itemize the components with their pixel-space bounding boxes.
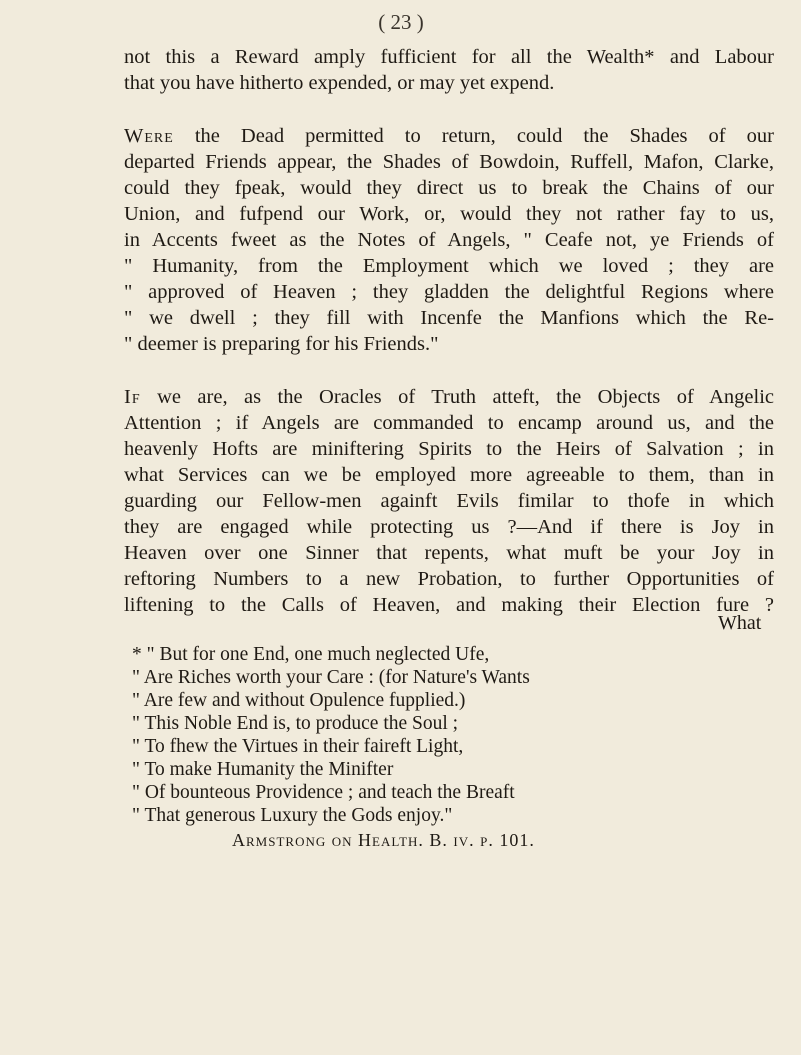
footnote-line: " That generous Luxury the Gods enjoy." [132, 805, 453, 826]
footnote-line: " Are few and without Opulence fupplied.) [132, 690, 466, 711]
footnote-line: " To make Humanity the Minifter [132, 759, 394, 780]
footnote-line: " This Noble End is, to produce the Soul ; [132, 713, 459, 734]
paragraph-lead-word: Were [124, 125, 174, 147]
text-line: Heaven over one Sinner that repents, what muft be your Joy in [124, 542, 774, 564]
footnote-line: " To fhew the Virtues in their faireft Light, [132, 736, 464, 757]
text-line [124, 384, 774, 410]
text-line: liftening to the Calls of Heaven, and making their Election fure ? [124, 594, 774, 616]
text-line: Union, and fufpend our Work, or, would they not rather fay to us, [124, 203, 774, 225]
text-line-rest: the Dead permitted to return, could the Shades of our [173, 125, 774, 147]
text-line: in Accents fweet as the Notes of Angels, " Ceafe not, ye Friends of [124, 229, 774, 251]
text-line: that you have hitherto expended, or may yet expend. [124, 72, 555, 94]
footnote-line: " Are Riches worth your Care : (for Nature's Wants [132, 667, 530, 688]
footnote-line: * " But for one End, one much neglected Ufe, [132, 644, 490, 665]
text-line [124, 123, 774, 149]
text-line: they are engaged while protecting us ?—And if there is Joy in [124, 516, 774, 538]
text-line: heavenly Hofts are miniftering Spirits to the Heirs of Salvation ; in [124, 438, 774, 460]
text-line: not this a Reward amply fufficient for all the Wealth* and Labour [124, 46, 774, 68]
text-line: " we dwell ; they fill with Incenfe the Manfions which the Re- [124, 307, 774, 329]
text-line: guarding our Fellow-men againft Evils fimilar to thofe in which [124, 490, 774, 512]
text-line-rest: we are, as the Oracles of Truth atteft, the Objects of Angelic [140, 386, 774, 408]
page-number: ( 23 ) [378, 10, 424, 34]
text-line: could they fpeak, would they direct us to break the Chains of our [124, 177, 774, 199]
text-line: Attention ; if Angels are commanded to encamp around us, and the [124, 412, 774, 434]
footnote-line: " Of bounteous Providence ; and teach the Breaft [132, 782, 515, 803]
text-line: reftoring Numbers to a new Probation, to further Opportunities of [124, 568, 774, 590]
text-line: " Humanity, from the Employment which we loved ; they are [124, 255, 774, 277]
text-line: " deemer is preparing for his Friends." [124, 333, 439, 355]
catchword: What [718, 612, 762, 634]
paragraph-lead-word: If [124, 386, 141, 408]
text-line: departed Friends appear, the Shades of Bowdoin, Ruffell, Mafon, Clarke, [124, 151, 774, 173]
text-line: what Services can we be employed more agreeable to them, than in [124, 464, 774, 486]
text-line: " approved of Heaven ; they gladden the delightful Regions where [124, 281, 774, 303]
footnote-attribution: Armstrong on Health. B. iv. p. 101. [232, 830, 535, 850]
